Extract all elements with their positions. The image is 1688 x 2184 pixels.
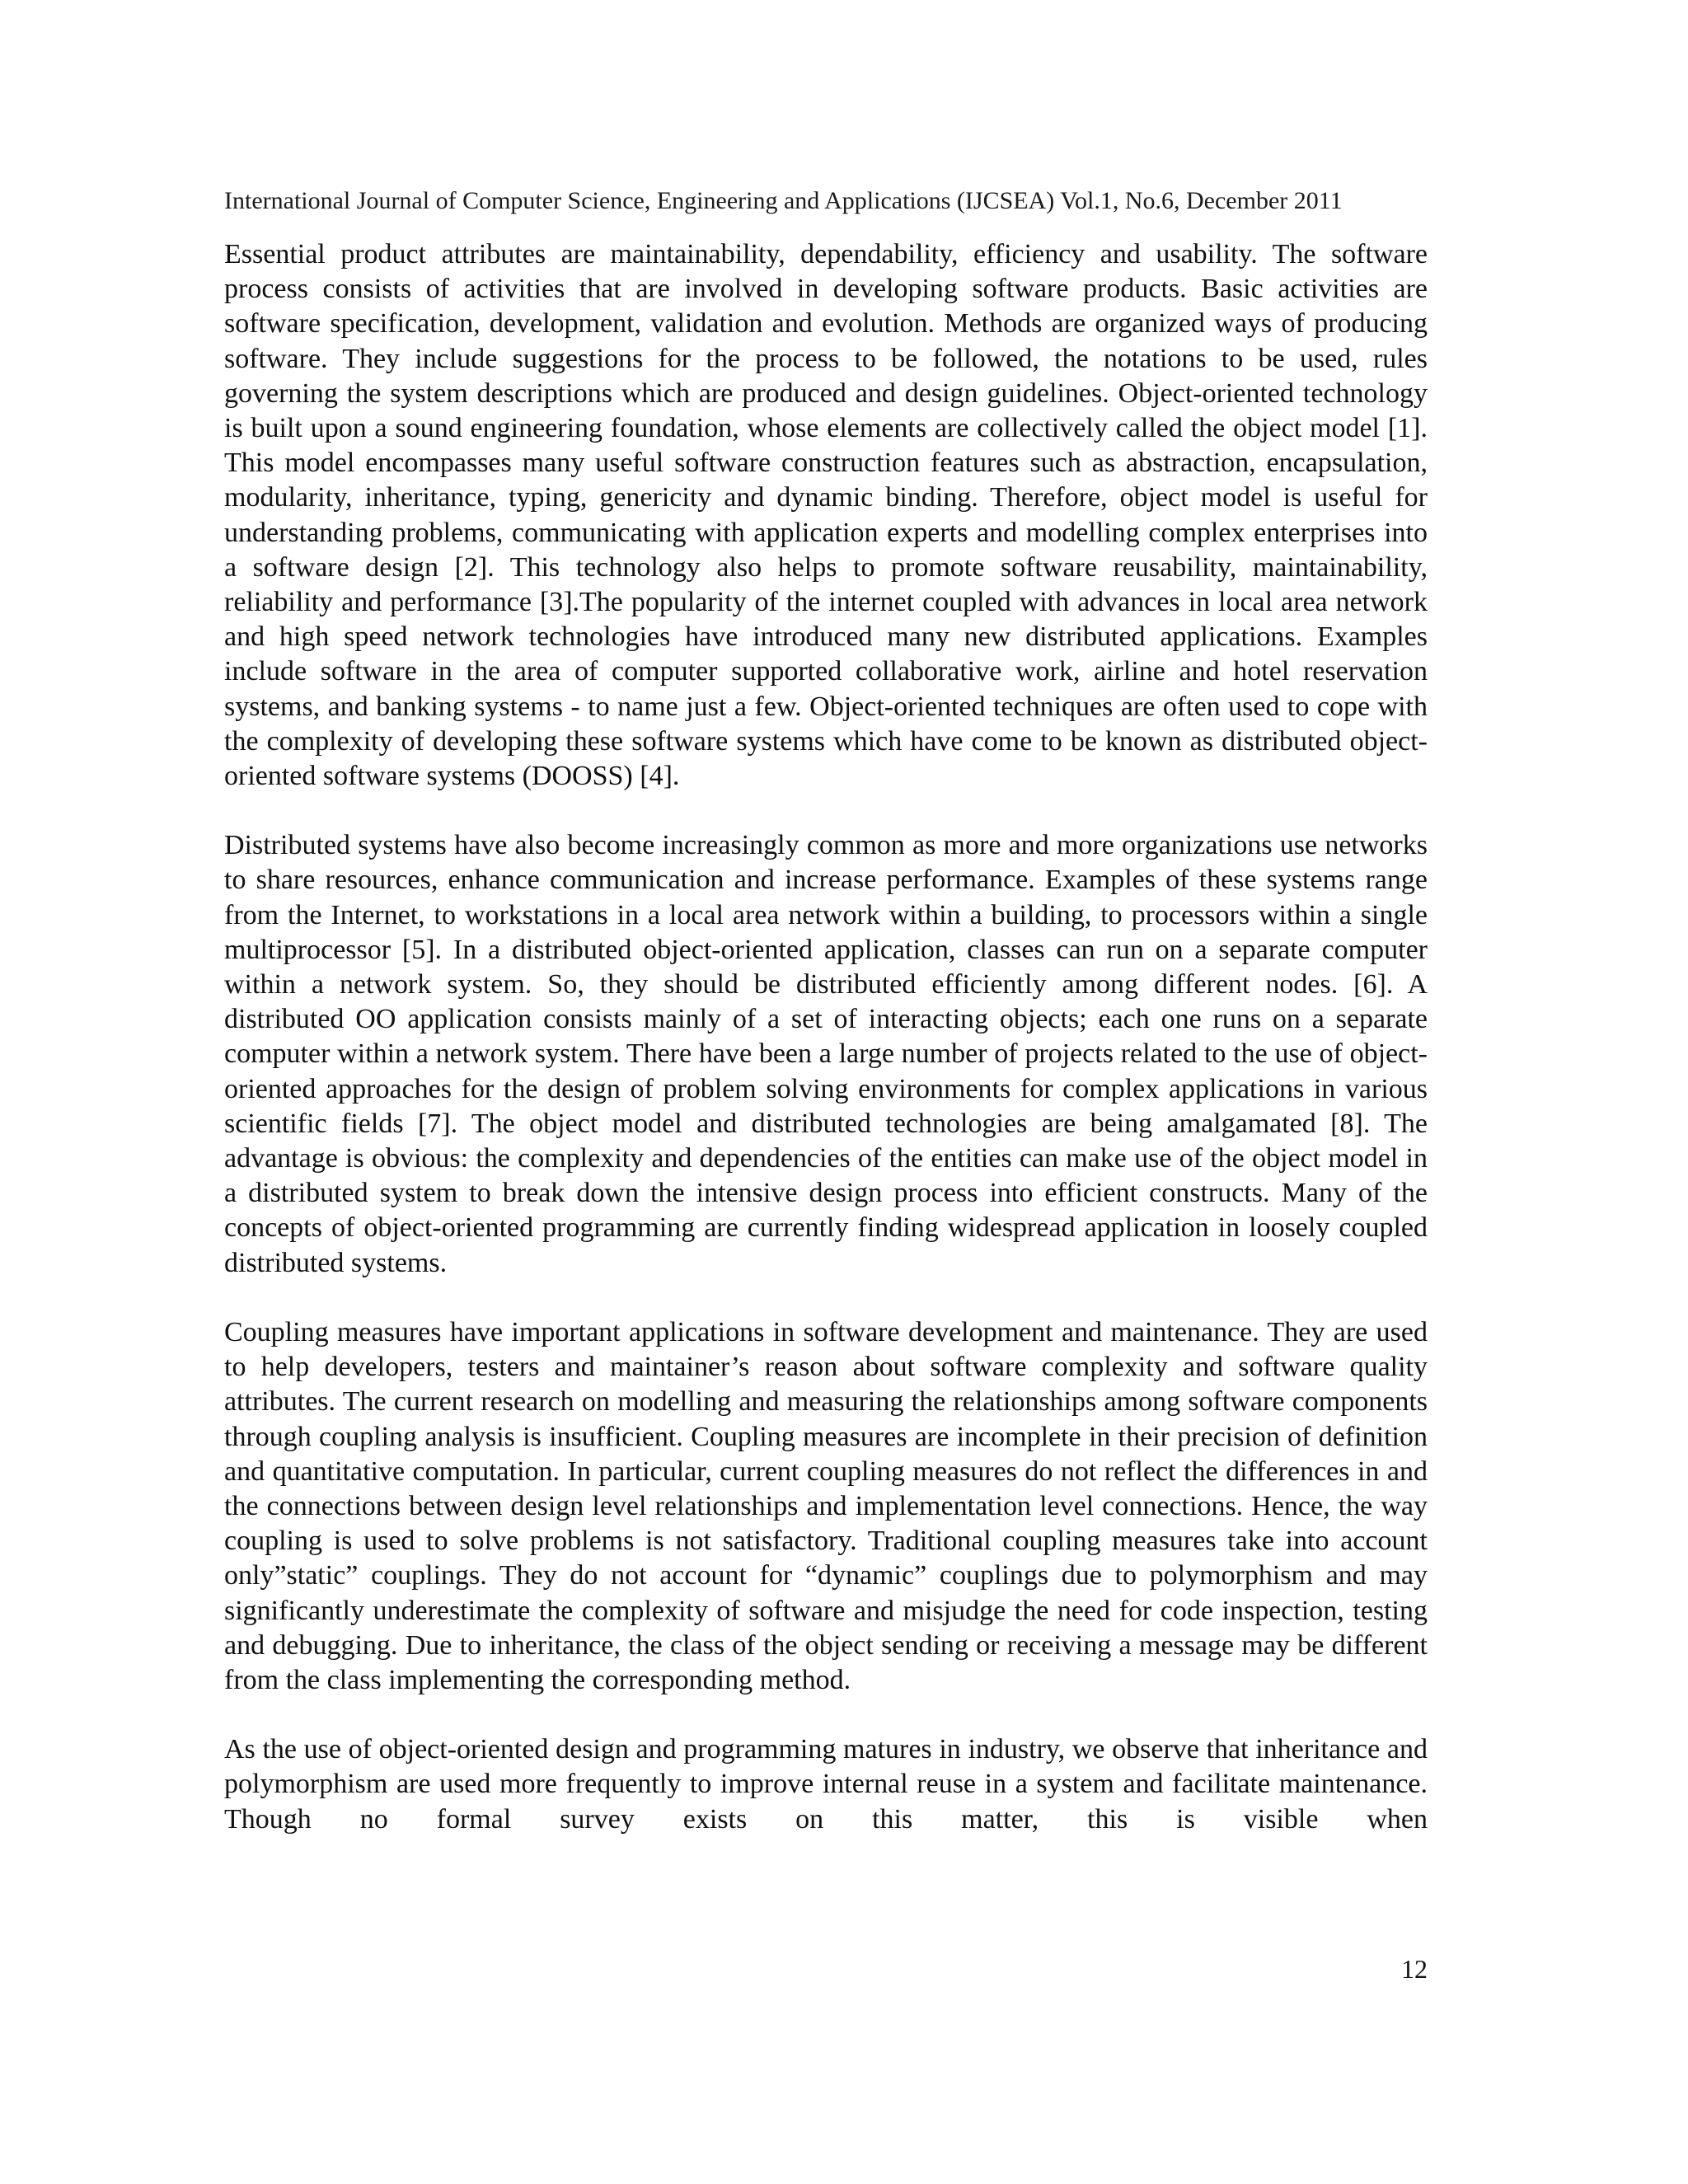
paragraph-2: Distributed systems have also become increasingly common as more and more organizations use networks to share resources, enhance communication and increase performance. Examples of these systems range from the Internet, to workstations in a local area network within a building, to processors within a single multiprocessor [5]. In a distributed object-oriented application, classes can run on a separate computer within a network system. So, they should be distributed efficiently among different nodes. [6]. A distributed OO application consists mainly of a set of interacting objects; each one runs on a separate computer within a network system. There have been a large number of projects related to the use of object-oriented approaches for the design of problem solving environments for complex applications in various scientific fields [7]. The object model and distributed technologies are being amalgamated [8]. The advantage is obvious: the complexity and dependencies of the entities can make use of the object model in a distributed system to break down the intensive design process into efficient constructs. Many of the concepts of object-oriented programming are currently finding widespread application in loosely coupled distributed systems. <box>224 830 1428 1278</box>
paragraph-4: As the use of object-oriented design and programming matures in industry, we observe that inheritance and polymorphism are used more frequently to improve internal reuse in a system and facilitate maintenance. Though no formal survey exists on this matter, this is visible when <box>224 1734 1428 1835</box>
page-number: 12 <box>1401 1954 1428 1984</box>
paragraph-3: Coupling measures have important applications in software development and maintenance. They are used to help developers, testers and maintainer’s reason about software complexity and software quality attributes. The current research on modelling and measuring the relationships among software components through coupling analysis is insufficient. Coupling measures are incomplete in their precision of definition and quantitative computation. In particular, current coupling measures do not reflect the differences in and the connections between design level relationships and implementation level connections. Hence, the way coupling is used to solve problems is not satisfactory. Traditional coupling measures take into account only”static” couplings. They do not account for “dynamic” couplings due to polymorphism and may significantly underestimate the complexity of software and misjudge the need for code inspection, testing and debugging. Due to inheritance, the class of the object sending or receiving a message may be different from the class implementing the corresponding method. <box>224 1316 1428 1695</box>
running-header: International Journal of Computer Science, Engineering and Applications (IJCSEA) Vol.1, No.6, December 2011 <box>224 187 1343 214</box>
body-text <box>224 237 1428 1837</box>
paragraph-1: Essential product attributes are maintainability, dependability, efficiency and usability. The software process consists of activities that are involved in developing software products. Basic activities are software specification, development, validation and evolution. Methods are organized ways of producing software. They include suggestions for the process to be followed, the notations to be used, rules governing the system descriptions which are produced and design guidelines. Object-oriented technology is built upon a sound engineering foundation, whose elements are collectively called the object model [1]. This model encompasses many useful software construction features such as abstraction, encapsulation, modularity, inheritance, typing, genericity and dynamic binding. Therefore, object model is useful for understanding problems, communicating with application experts and modelling complex enterprises into a software design [2]. This technology also helps to promote software reusability, maintainability, reliability and performance [3].The popularity of the internet coupled with advances in local area network and high speed network technologies have introduced many new distributed applications. Examples include software in the area of computer supported collaborative work, airline and hotel reservation systems, and banking systems - to name just a few. Object-oriented techniques are often used to cope with the complexity of developing these software systems which have come to be known as distributed object-oriented software systems (DOOSS) [4]. <box>224 239 1428 792</box>
